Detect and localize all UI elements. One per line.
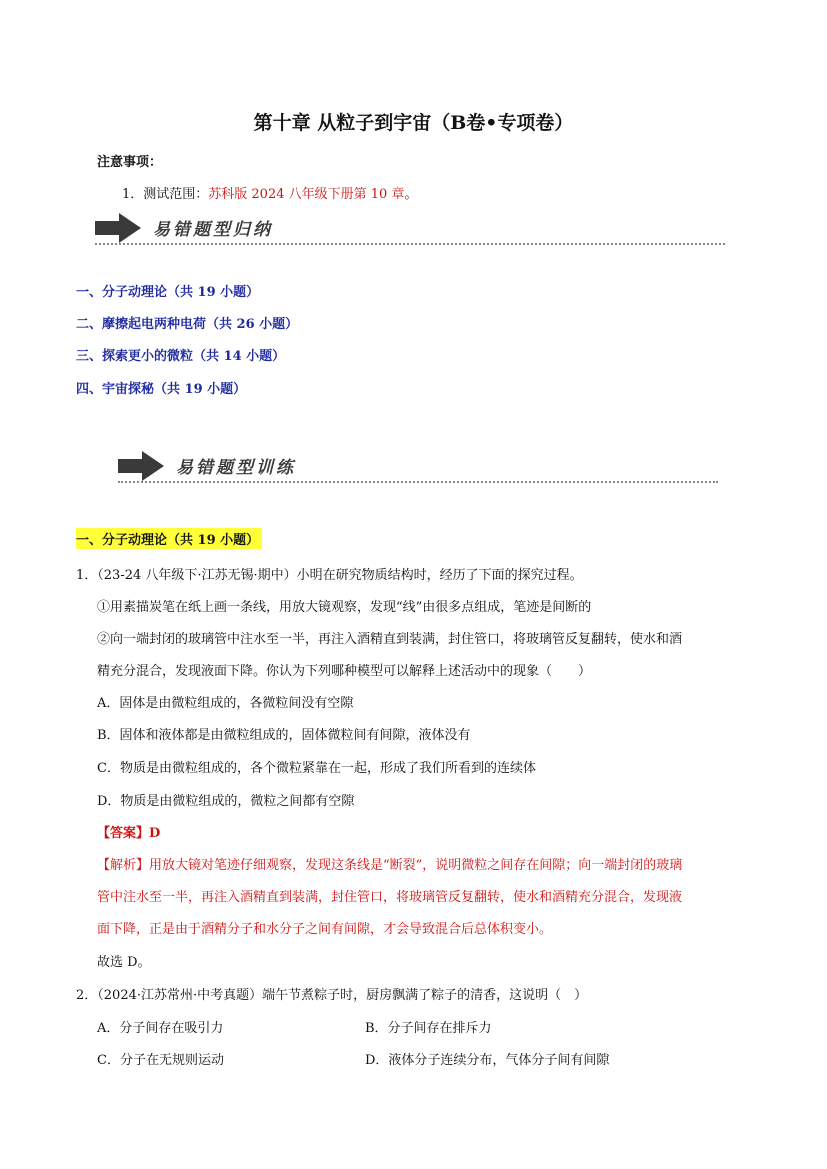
arrow-head-icon: [119, 213, 141, 243]
q1-explain-1: 【解析】用放大镜对笔迹仔细观察，发现这条线是“断裂”，说明微粒之间存在间隙；向一端封闭的玻璃: [97, 858, 683, 873]
q1-option-c: C．物质是由微粒组成的，各个微粒紧靠在一起，形成了我们所看到的连续体: [97, 761, 536, 776]
notice-item-suffix: 。: [404, 187, 418, 202]
banner-summary-text: 易错题型归纳: [153, 220, 273, 240]
toc-item-2[interactable]: 二、摩擦起电两种电荷（共 26 小题）: [76, 317, 299, 332]
arrow-icon: [118, 459, 144, 473]
q1-explain-3: 面下降，正是由于酒精分子和水分子之间有间隙，才会导致混合后总体积变小。: [97, 922, 553, 937]
q1-line2b: 精充分混合，发现液面下降。你认为下列哪种模型可以解释上述活动中的现象（ ）: [97, 664, 592, 679]
q2-option-a: A．分子间存在吸引力: [97, 1021, 224, 1036]
q1-option-b: B．固体和液体都是由微粒组成的，固体微粒间有间隙，液体没有: [97, 728, 471, 743]
q1-line1: ①用素描炭笔在纸上画一条线，用放大镜观察，发现“线”由很多点组成，笔迹是间断的: [97, 600, 592, 615]
q2-option-b: B．分子间存在排斥力: [365, 1021, 492, 1036]
q2-option-d: D．液体分子连续分布，气体分子间有间隙: [365, 1053, 610, 1068]
q1-conclusion: 故选 D。: [97, 955, 151, 970]
q1-explain-2: 管中注水至一半，再注入酒精直到装满，封住管口，将玻璃管反复翻转，使水和酒精充分混合，发现液: [97, 890, 683, 905]
q1-option-a: A．固体是由微粒组成的，各微粒间没有空隙: [97, 696, 354, 711]
q2-option-c: C．分子在无规则运动: [97, 1053, 224, 1068]
notice-heading: 注意事项：: [97, 155, 163, 170]
q2-stem: 2．（2024·江苏常州·中考真题）端午节煮粽子时，厨房飘满了粽子的清香，这说明（ ）: [76, 988, 588, 1003]
notice-item-scope: 苏科版 2024 八年级下册第 10 章: [208, 187, 405, 202]
arrow-icon: [95, 221, 121, 235]
page-title: 第十章 从粒子到宇宙（B卷•专项卷）: [253, 112, 574, 134]
notice-item: [122, 183, 417, 202]
q1-option-d: D．物质是由微粒组成的，微粒之间都有空隙: [97, 794, 355, 809]
banner-summary: [95, 211, 725, 245]
toc-item-1[interactable]: 一、分子动理论（共 19 小题）: [76, 285, 260, 300]
toc-item-4[interactable]: 四、宇宙探秘（共 19 小题）: [76, 382, 247, 397]
toc-item-3[interactable]: 三、探索更小的微粒（共 14 小题）: [76, 349, 286, 364]
q1-answer: 【答案】D: [97, 826, 161, 841]
notice-item-prefix: 1．测试范围：: [122, 187, 209, 202]
arrow-head-icon: [142, 451, 164, 481]
q1-line2a: ②向一端封闭的玻璃管中注水至一半，再注入酒精直到装满，封住管口，将玻璃管反复翻转，使水和酒: [97, 632, 683, 647]
dotted-divider: [118, 481, 718, 483]
banner-training: [118, 449, 718, 483]
q1-stem: 1．（23-24 八年级下·江苏无锡·期中）小明在研究物质结构时，经历了下面的探究过程。: [76, 568, 583, 583]
dotted-divider: [95, 243, 725, 245]
section-heading: 一、分子动理论（共 19 小题）: [76, 528, 262, 549]
banner-training-text: 易错题型训练: [176, 458, 296, 478]
